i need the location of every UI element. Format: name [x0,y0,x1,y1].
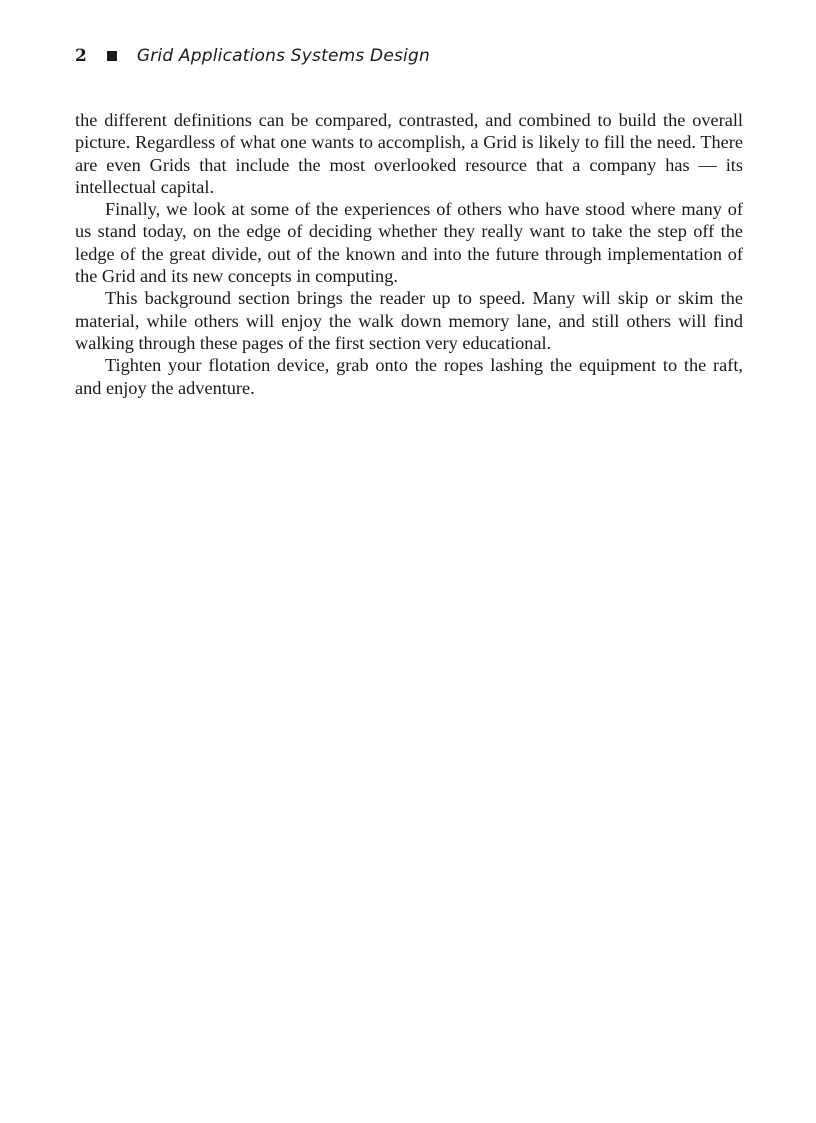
book-title: Grid Applications Systems Design [136,46,430,66]
body-text [75,109,743,399]
running-header [75,44,430,68]
paragraph-3: This background section brings the reader up to speed. Many will skip or skim the material, while others will enjoy the walk down memory lane, and still others will find walking through these pages of the first section very educational. [75,288,743,353]
paragraph-2: Finally, we look at some of the experiences of others who have stood where many of us stand today, on the edge of deciding whether they really want to take the step off the ledge of the great divide, out of the known and into the future through implementation of the Grid and its new concepts in computing. [75,199,743,287]
page-number: 2 [75,46,87,66]
paragraph-4: Tighten your flotation device, grab onto the ropes lashing the equipment to the raft, and enjoy the adventure. [75,355,743,398]
square-bullet-icon [107,51,117,61]
paragraph-1: the different definitions can be compared, contrasted, and combined to build the overall picture. Regardless of what one wants to accomplish, a Grid is likely to fill the need. There are even Grids that include the most overlooked resource that a company has — its intellectual capital. [75,110,743,197]
